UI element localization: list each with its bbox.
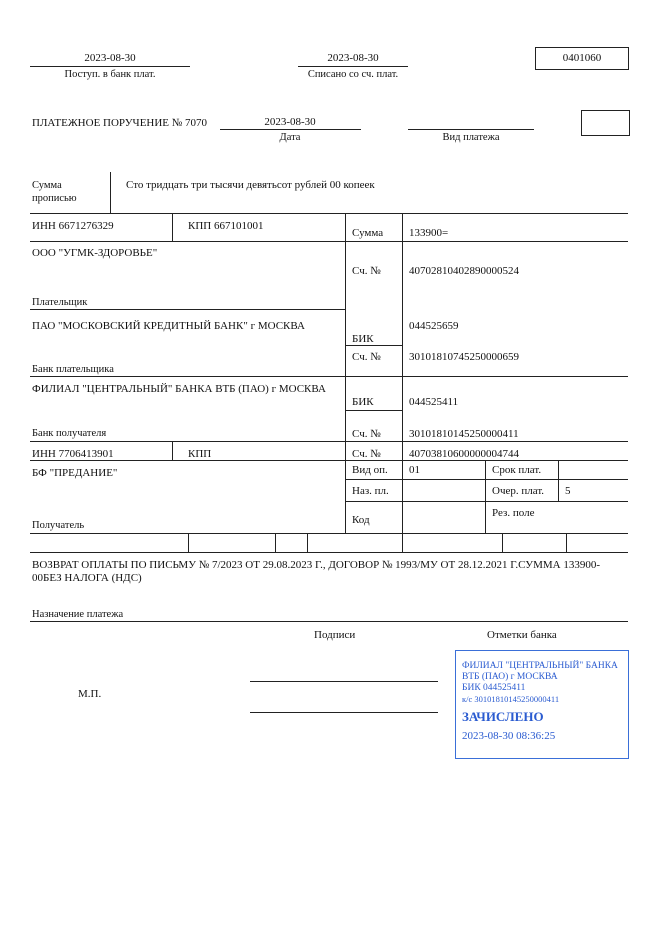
reserve-label: Рез. поле <box>492 507 535 519</box>
divider <box>275 533 276 552</box>
divider <box>558 460 559 501</box>
payee-name: БФ "ПРЕДАНИЕ" <box>32 467 118 479</box>
stamp-line-3: БИК 044525411 <box>462 683 526 693</box>
divider <box>402 213 403 309</box>
divider <box>408 129 534 130</box>
bank-marks-label: Отметки банка <box>487 629 557 641</box>
payer-label: Плательщик <box>32 297 88 308</box>
divider <box>30 241 628 242</box>
divider <box>30 66 190 67</box>
divider <box>502 533 503 552</box>
divider <box>30 552 628 553</box>
divider <box>110 172 111 213</box>
divider <box>345 501 628 502</box>
debited-label: Списано со сч. плат. <box>307 69 399 80</box>
priority-value: 5 <box>565 485 571 497</box>
payee-bank-account: 30101810145250000411 <box>409 428 519 440</box>
divider <box>30 533 628 534</box>
amount-words-label: Сумма прописью <box>32 180 77 204</box>
payer-account-label: Сч. № <box>352 265 381 277</box>
stamp-line-2: ВТБ (ПАО) г МОСКВА <box>462 672 558 682</box>
stamp-status: ЗАЧИСЛЕНО <box>462 709 544 724</box>
code-label: Код <box>352 514 370 526</box>
payer-bank-name: ПАО "МОСКОВСКИЙ КРЕДИТНЫЙ БАНК" г МОСКВА <box>32 320 305 332</box>
order-date: 2023-08-30 <box>264 116 316 128</box>
divider <box>172 441 173 460</box>
divider <box>188 533 189 552</box>
divider <box>30 441 628 442</box>
signature-line <box>250 681 438 682</box>
divider <box>30 213 628 214</box>
purpose-text: ВОЗВРАТ ОПЛАТЫ ПО ПИСЬМУ № 7/2023 ОТ 29.08.2023 Г., ДОГОВОР № 1993/МУ ОТ 28.12.2021 Г.СУММА 133900-00БЕЗ НАЛОГА (НДС) <box>32 559 600 584</box>
form-code: 0401060 <box>535 47 629 70</box>
signatures-label: Подписи <box>314 629 356 641</box>
payment-type-label: Вид платежа <box>442 132 500 143</box>
divider <box>402 441 403 533</box>
payee-bank-name: ФИЛИАЛ "ЦЕНТРАЛЬНЫЙ" БАНКА ВТБ (ПАО) г МОСКВА <box>32 383 326 395</box>
bank-stamp <box>455 650 629 759</box>
payee-bank-label: Банк получателя <box>32 428 107 439</box>
divider <box>298 66 408 67</box>
payee-kpp: КПП <box>188 448 212 460</box>
payer-inn: ИНН 6671276329 <box>32 220 114 232</box>
payment-type-box <box>581 110 630 136</box>
order-date-label: Дата <box>279 132 301 143</box>
seal-label: М.П. <box>78 688 102 700</box>
divider <box>30 376 628 377</box>
divider <box>566 533 567 552</box>
divider <box>402 533 403 552</box>
divider <box>30 460 628 461</box>
divider <box>485 460 486 533</box>
payee-inn: ИНН 7706413901 <box>32 448 114 460</box>
term-label: Срок плат. <box>492 464 542 476</box>
divider <box>345 441 346 533</box>
payee-account: 40703810600000004744 <box>409 448 519 460</box>
payee-bank-bik: 044525411 <box>409 396 459 408</box>
received-date: 2023-08-30 <box>84 52 136 64</box>
payer-bank-label: Банк плательщика <box>32 364 114 375</box>
sum-label: Сумма <box>352 227 384 239</box>
payer-name: ООО "УГМК-ЗДОРОВЬЕ" <box>32 247 158 259</box>
divider <box>307 533 308 552</box>
divider <box>345 345 403 346</box>
purpose-label: Назначение платежа <box>32 609 124 620</box>
divider <box>220 129 361 130</box>
divider <box>345 213 346 309</box>
divider <box>345 309 346 376</box>
divider <box>30 621 628 622</box>
sum-value: 133900= <box>409 227 449 239</box>
payee-bank-account-label: Сч. № <box>352 428 381 440</box>
payee-account-label: Сч. № <box>352 448 381 460</box>
payer-account: 40702810402890000524 <box>409 265 519 277</box>
payer-bank-bik-label: БИК <box>352 333 374 345</box>
priority-label: Очер. плат. <box>492 485 545 497</box>
received-label: Поступ. в банк плат. <box>64 69 156 80</box>
payer-bank-account-label: Сч. № <box>352 351 381 363</box>
stamp-line-4: к/с 30101810145250000411 <box>462 694 560 704</box>
divider <box>172 213 173 241</box>
order-title: ПЛАТЕЖНОЕ ПОРУЧЕНИЕ № 7070 <box>32 117 208 129</box>
op-type-label: Вид оп. <box>352 464 388 476</box>
payee-bank-bik-label: БИК <box>352 396 374 408</box>
payer-bank-bik: 044525659 <box>409 320 459 332</box>
debited-date: 2023-08-30 <box>327 52 379 64</box>
divider <box>345 479 628 480</box>
payee-label: Получатель <box>32 520 85 531</box>
divider <box>345 410 403 411</box>
payer-bank-account: 30101810745250000659 <box>409 351 519 363</box>
stamp-datetime: 2023-08-30 08:36:25 <box>462 730 556 742</box>
divider <box>402 309 403 376</box>
op-type-value: 01 <box>409 464 420 476</box>
stamp-line-1: ФИЛИАЛ "ЦЕНТРАЛЬНЫЙ" БАНКА <box>462 661 618 671</box>
purpose-code-label: Наз. пл. <box>352 485 389 497</box>
signature-line <box>250 712 438 713</box>
payer-kpp: КПП 667101001 <box>188 220 264 232</box>
divider <box>30 309 346 310</box>
amount-words-value: Сто тридцать три тысячи девятьсот рублей 00 копеек <box>126 179 375 191</box>
